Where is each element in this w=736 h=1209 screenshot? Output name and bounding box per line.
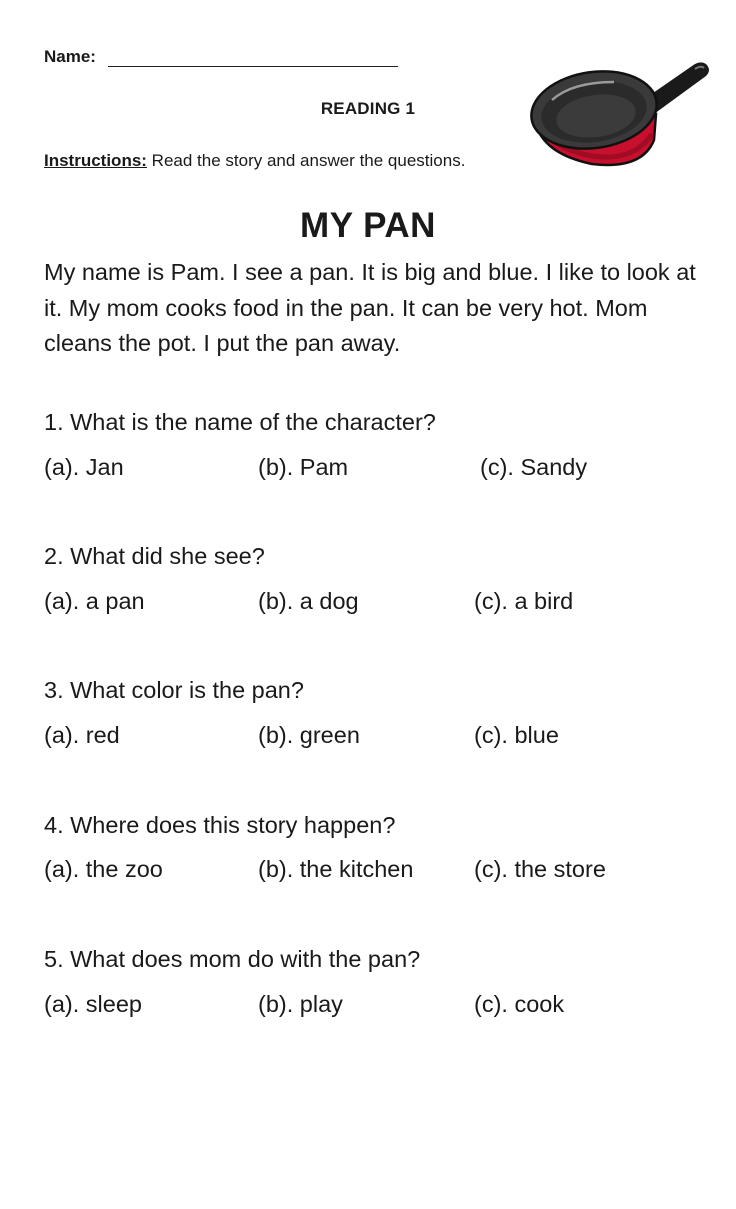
question-3: 3. What color is the pan? [44,677,304,703]
name-blank-line[interactable] [108,66,398,67]
question-5-option-a[interactable]: (a). sleep [44,991,142,1017]
instructions-text: Read the story and answer the questions. [146,151,466,170]
question-1-option-b[interactable]: (b). Pam [258,454,349,480]
instructions [44,151,465,171]
frying-pan-icon [522,52,718,178]
reading-title: READING 1 [320,99,416,118]
question-4-option-c[interactable]: (c). the store [474,856,606,882]
name-label: Name: [44,47,96,66]
question-5: 5. What does mom do with the pan? [44,946,421,972]
question-2-option-b[interactable]: (b). a dog [258,588,359,614]
question-5-option-b[interactable]: (b). play [258,991,343,1017]
story-title: MY PAN [300,206,436,245]
question-3-option-c[interactable]: (c). blue [474,722,559,748]
question-1: 1. What is the name of the character? [44,409,436,435]
question-2-option-a[interactable]: (a). a pan [44,588,145,614]
question-2-option-c[interactable]: (c). a bird [474,588,574,614]
question-5-option-c[interactable]: (c). cook [474,991,565,1017]
question-4-option-b[interactable]: (b). the kitchen [258,856,414,882]
instructions-label: Instructions: [44,151,147,170]
question-3-option-b[interactable]: (b). green [258,722,360,748]
question-4-option-a[interactable]: (a). the zoo [44,856,163,882]
question-1-option-c[interactable]: (c). Sandy [480,454,588,480]
question-4: 4. Where does this story happen? [44,812,396,838]
question-1-option-a[interactable]: (a). Jan [44,454,124,480]
question-2: 2. What did she see? [44,543,265,569]
question-3-option-a[interactable]: (a). red [44,722,120,748]
story-text: My name is Pam. I see a pan. It is big and blue. I like to look at it. My mom cooks food in the pan. It can be very hot. Mom cleans the pot. I put the pan away. [44,259,696,356]
